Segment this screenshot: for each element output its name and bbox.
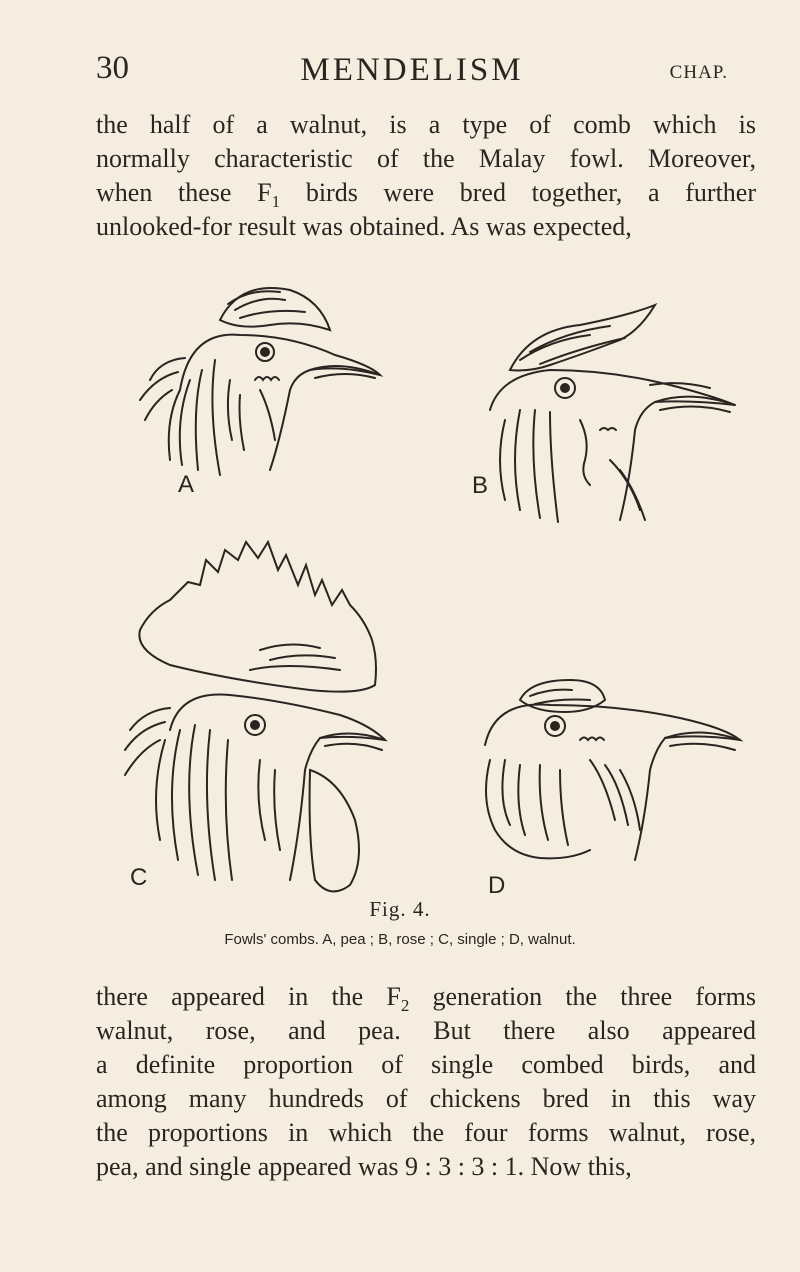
text-line: the half of a walnut, is a type of comb which is bbox=[96, 110, 756, 139]
paragraph-2 bbox=[96, 980, 756, 1184]
figure-drawing bbox=[110, 260, 750, 910]
subscript: 2 bbox=[400, 996, 410, 1015]
single-comb-illustration bbox=[125, 542, 385, 891]
panel-label-b: B bbox=[472, 472, 489, 499]
text-line: pea, and single appeared was 9 : 3 : 3 : 1. Now this, bbox=[96, 1152, 632, 1181]
running-head bbox=[96, 50, 728, 90]
panel-label-c: C bbox=[130, 864, 148, 891]
text-fragment: there appeared in the F bbox=[96, 982, 401, 1011]
page-number: 30 bbox=[96, 50, 129, 86]
text-line: walnut, rose, and pea. But there also appeared bbox=[96, 1016, 756, 1045]
walnut-comb-illustration bbox=[485, 680, 740, 860]
text-line: unlooked-for result was obtained. As was expected, bbox=[96, 212, 632, 241]
pea-comb-illustration bbox=[140, 288, 380, 475]
text-line bbox=[96, 980, 756, 1014]
text-fragment: generation the three forms bbox=[409, 982, 756, 1011]
paragraph-1 bbox=[96, 108, 756, 244]
chapter-mark: CHAP. bbox=[669, 62, 728, 83]
text-fragment: birds were bred together, a further bbox=[280, 178, 757, 207]
comb-figure bbox=[110, 260, 750, 910]
text-line: the proportions in which the four forms walnut, rose, bbox=[96, 1118, 756, 1147]
text-line: a definite proportion of single combed birds, and bbox=[96, 1050, 756, 1079]
text-line bbox=[96, 176, 756, 210]
panel-label-a: A bbox=[178, 471, 195, 498]
text-fragment: when these F bbox=[96, 178, 272, 207]
text-line: normally characteristic of the Malay fowl. Moreover, bbox=[96, 144, 756, 173]
subscript: 1 bbox=[271, 192, 281, 211]
running-title: MENDELISM bbox=[300, 52, 524, 88]
rose-comb-illustration bbox=[490, 305, 735, 522]
figure-caption: Fowls' combs. A, pea ; B, rose ; C, single ; D, walnut. bbox=[224, 931, 576, 948]
figure-title: Fig. 4. bbox=[369, 897, 431, 921]
text-line: among many hundreds of chickens bred in this way bbox=[96, 1084, 756, 1113]
panel-label-d: D bbox=[488, 872, 506, 899]
